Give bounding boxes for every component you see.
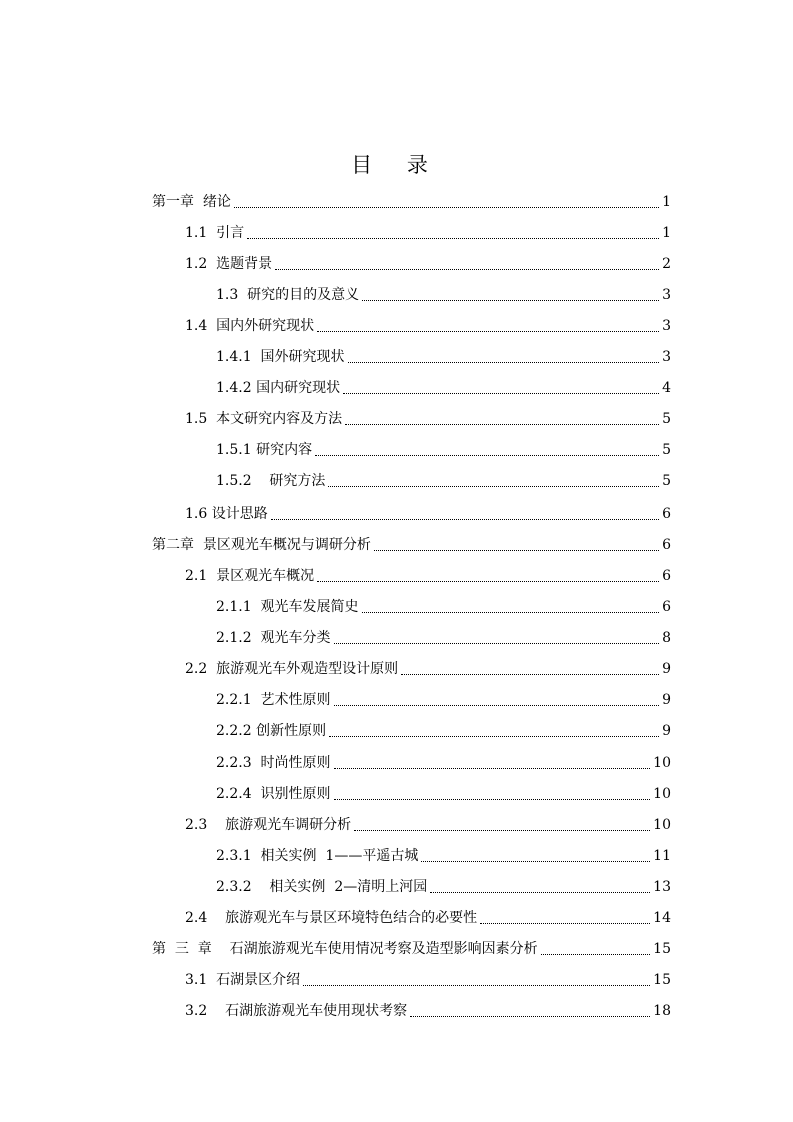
toc-dot-leader xyxy=(362,612,660,613)
toc-entry-label: 1.4.2 国内研究现状 xyxy=(216,380,341,396)
toc-entry-label: 2.1.1 观光车发展简史 xyxy=(216,599,359,615)
toc-entry[interactable] xyxy=(216,472,671,490)
toc-entry-page-number: 10 xyxy=(653,755,671,771)
toc-entry[interactable] xyxy=(216,598,671,616)
toc-entry-label: 2.2.2 创新性原则 xyxy=(216,723,327,739)
toc-entry-page-number: 11 xyxy=(653,848,671,864)
toc-entry-page-number: 9 xyxy=(662,692,671,708)
toc-entry-page-number: 6 xyxy=(662,537,671,553)
toc-dot-leader xyxy=(247,238,659,239)
toc-entry[interactable] xyxy=(216,691,671,709)
toc-entry-label: 2.1 景区观光车概况 xyxy=(185,568,315,584)
toc-dot-leader xyxy=(480,923,650,924)
toc-dot-leader xyxy=(362,300,659,301)
toc-entry[interactable] xyxy=(185,317,671,335)
toc-dot-leader xyxy=(410,1016,650,1017)
toc-entry-page-number: 1 xyxy=(662,194,671,210)
toc-entry-label: 2.2.3 时尚性原则 xyxy=(216,755,331,771)
toc-entry[interactable] xyxy=(152,940,671,958)
toc-entry-label: 3.1 石湖景区介绍 xyxy=(185,972,301,988)
toc-entry-page-number: 3 xyxy=(662,287,671,303)
toc-entry-page-number: 6 xyxy=(662,568,671,584)
toc-entry-label: 1.3 研究的目的及意义 xyxy=(216,287,360,303)
toc-entry-label: 2.4 旅游观光车与景区环境特色结合的必要性 xyxy=(185,910,478,926)
toc-entry-page-number: 15 xyxy=(653,941,671,957)
toc-dot-leader xyxy=(354,830,650,831)
toc-dot-leader xyxy=(317,581,659,582)
toc-entry-page-number: 15 xyxy=(653,972,671,988)
toc-entry[interactable] xyxy=(216,754,671,772)
toc-dot-leader xyxy=(541,954,651,955)
toc-entry[interactable] xyxy=(185,816,671,834)
toc-dot-leader xyxy=(430,892,650,893)
toc-dot-leader xyxy=(343,393,659,394)
toc-dot-leader xyxy=(374,550,659,551)
toc-entry[interactable] xyxy=(185,1002,671,1020)
toc-entry-page-number: 2 xyxy=(662,256,671,272)
toc-entry-label: 1.6 设计思路 xyxy=(185,506,268,522)
toc-dot-leader xyxy=(334,799,651,800)
toc-entry[interactable] xyxy=(185,255,671,273)
toc-entry[interactable] xyxy=(185,660,671,678)
toc-dot-leader xyxy=(334,705,660,706)
toc-title: 目 录 xyxy=(351,153,442,177)
toc-entry-page-number: 8 xyxy=(662,630,671,646)
toc-entry-label: 第一章 绪论 xyxy=(152,194,231,210)
toc-entry-label: 1.5.1 研究内容 xyxy=(216,442,313,458)
toc-entry-label: 3.2 石湖旅游观光车使用现状考察 xyxy=(185,1003,408,1019)
toc-entry-page-number: 1 xyxy=(662,225,671,241)
toc-entry[interactable] xyxy=(216,847,671,865)
toc-dot-leader xyxy=(328,486,659,487)
toc-entry-label: 1.2 选题背景 xyxy=(185,256,273,272)
toc-entry[interactable] xyxy=(152,193,671,211)
toc-entry[interactable] xyxy=(216,722,671,740)
toc-entry-label: 2.3.1 相关实例 1——平遥古城 xyxy=(216,848,419,864)
toc-entry[interactable] xyxy=(216,629,671,647)
toc-dot-leader xyxy=(271,519,659,520)
toc-entry-page-number: 3 xyxy=(662,349,671,365)
toc-entry-page-number: 5 xyxy=(662,411,671,427)
toc-dot-leader xyxy=(315,455,659,456)
toc-entry-page-number: 18 xyxy=(653,1003,671,1019)
toc-entry-page-number: 14 xyxy=(653,910,671,926)
toc-entry-page-number: 5 xyxy=(662,442,671,458)
toc-entry[interactable] xyxy=(216,348,671,366)
toc-dot-leader xyxy=(334,643,660,644)
toc-entry-label: 2.1.2 观光车分类 xyxy=(216,630,331,646)
toc-entry[interactable] xyxy=(185,224,671,242)
toc-dot-leader xyxy=(317,331,659,332)
toc-entry-label: 第 三 章 石湖旅游观光车使用情况考察及造型影响因素分析 xyxy=(152,941,538,957)
toc-entry[interactable] xyxy=(216,379,671,397)
toc-dot-leader xyxy=(348,362,660,363)
toc-entry-page-number: 13 xyxy=(653,879,671,895)
toc-entry-page-number: 6 xyxy=(662,599,671,615)
toc-dot-leader xyxy=(334,768,651,769)
toc-entry-label: 2.2.4 识别性原则 xyxy=(216,786,331,802)
toc-entry[interactable] xyxy=(185,909,671,927)
toc-entry-page-number: 3 xyxy=(662,318,671,334)
toc-entry-label: 1.4.1 国外研究现状 xyxy=(216,349,345,365)
toc-entry-label: 1.4 国内外研究现状 xyxy=(185,318,315,334)
toc-entry[interactable] xyxy=(185,505,671,523)
toc-entry-page-number: 4 xyxy=(662,380,671,396)
toc-entry-label: 2.2.1 艺术性原则 xyxy=(216,692,331,708)
toc-dot-leader xyxy=(303,985,650,986)
toc-dot-leader xyxy=(234,207,659,208)
toc-entry-page-number: 6 xyxy=(662,506,671,522)
toc-entry[interactable] xyxy=(216,286,671,304)
toc-entry[interactable] xyxy=(185,567,671,585)
toc-entry[interactable] xyxy=(216,878,671,896)
toc-entry-page-number: 9 xyxy=(662,661,671,677)
toc-entry-label: 1.5.2 研究方法 xyxy=(216,473,326,489)
toc-entry-label: 2.2 旅游观光车外观造型设计原则 xyxy=(185,661,399,677)
toc-dot-leader xyxy=(329,736,659,737)
toc-entry-page-number: 10 xyxy=(653,786,671,802)
toc-entry[interactable] xyxy=(152,536,671,554)
toc-entry-label: 第二章 景区观光车概况与调研分析 xyxy=(152,537,371,553)
toc-entry[interactable] xyxy=(216,441,671,459)
toc-entry[interactable] xyxy=(216,785,671,803)
toc-entry-label: 2.3.2 相关实例 2—清明上河园 xyxy=(216,879,428,895)
toc-dot-leader xyxy=(345,424,659,425)
toc-entry-page-number: 9 xyxy=(662,723,671,739)
toc-entry[interactable] xyxy=(185,971,671,989)
toc-dot-leader xyxy=(421,861,650,862)
toc-entry-label: 2.3 旅游观光车调研分析 xyxy=(185,817,352,833)
toc-entry-label: 1.1 引言 xyxy=(185,225,245,241)
toc-entry-page-number: 10 xyxy=(653,817,671,833)
toc-dot-leader xyxy=(401,674,659,675)
toc-entry-label: 1.5 本文研究内容及方法 xyxy=(185,411,343,427)
toc-dot-leader xyxy=(275,269,659,270)
toc-entry-page-number: 5 xyxy=(662,473,671,489)
toc-entry[interactable] xyxy=(185,410,671,428)
